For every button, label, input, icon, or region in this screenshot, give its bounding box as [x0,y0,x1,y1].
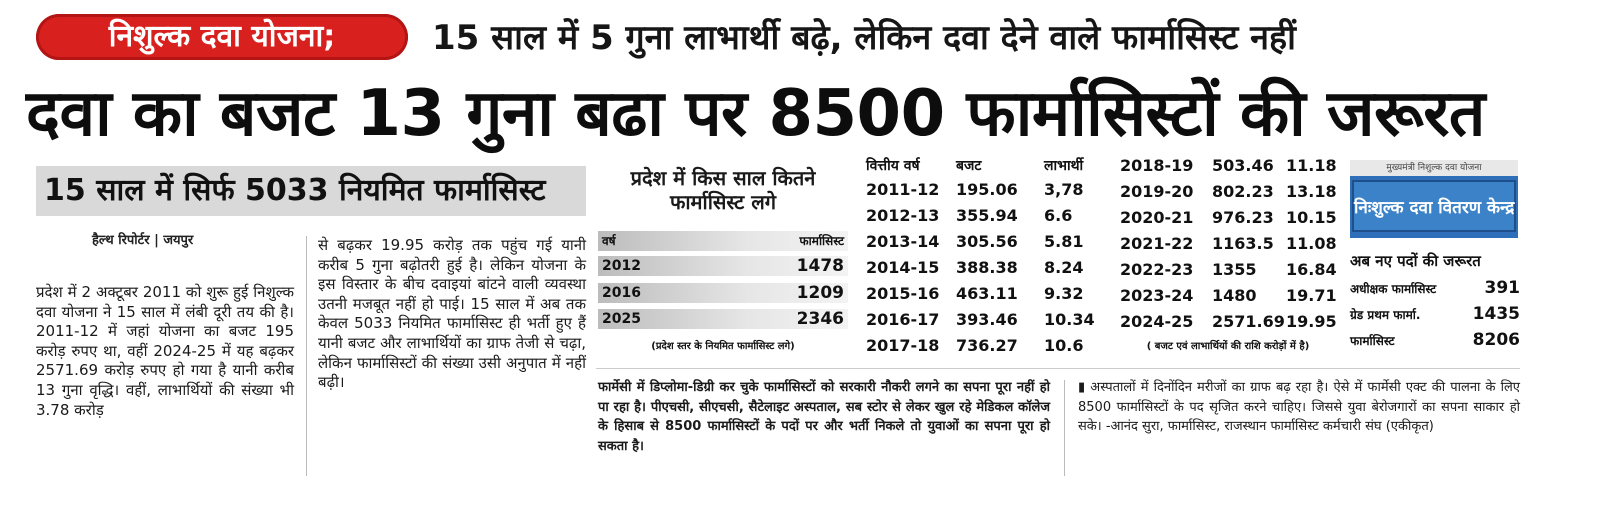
post-count: 391 [1484,278,1520,298]
pharmacist-table-title: प्रदेश में किस साल कितने फार्मासिस्ट लगे [630,166,816,214]
beneficiary-cell: 19.71 [1286,286,1337,305]
budget-value-cell: 1480 [1212,286,1257,305]
kicker-headline: 15 साल में 5 गुना लाभार्थी बढ़े, लेकिन दवा देने वाले फार्मासिस्ट नहीं [432,18,1296,58]
budget-year-cell: 2016-17 [866,310,940,329]
budget-value-cell: 503.46 [1212,156,1274,175]
pharmacist-table-header [598,228,848,254]
post-label: अधीक्षक फार्मासिस्ट [1350,282,1437,296]
budget-year-cell: 2011-12 [866,180,940,199]
budget-value-cell: 355.94 [956,206,1018,225]
budget-header-beneficiaries: लाभार्थी [1044,158,1084,174]
column-divider [306,236,307,476]
budget-year-cell: 2021-22 [1120,234,1194,253]
pharmacist-table-row [598,306,848,332]
main-headline: दवा का बजट 13 गुना बढा पर 8500 फार्मासिस्टों की जरूरत [26,77,1485,151]
budget-value-cell: 393.46 [956,310,1018,329]
budget-value-cell: 802.23 [1212,182,1274,201]
budget-value-cell: 736.27 [956,336,1018,355]
beneficiary-cell: 3,78 [1044,180,1084,199]
budget-value-cell: 305.56 [956,232,1018,251]
beneficiary-cell: 5.81 [1044,232,1084,251]
budget-value-cell: 195.06 [956,180,1018,199]
budget-header-year: वित्तीय वर्ष [866,158,920,174]
beneficiary-cell: 10.34 [1044,310,1095,329]
year-header: वर्ष [602,234,616,248]
beneficiary-cell: 8.24 [1044,258,1084,277]
budget-year-cell: 2013-14 [866,232,940,251]
budget-year-cell: 2018-19 [1120,156,1194,175]
budget-value-cell: 1355 [1212,260,1257,279]
pharmacist-table-row [598,253,848,279]
beneficiary-cell: 16.84 [1286,260,1337,279]
quote-divider [1064,380,1065,476]
photo-sign-text: निःशुल्क दवा वितरण केन्द्र [1352,180,1516,232]
post-label: ग्रेड प्रथम फार्मा. [1350,308,1421,322]
budget-year-cell: 2015-16 [866,284,940,303]
beneficiary-cell: 13.18 [1286,182,1337,201]
beneficiary-cell: 9.32 [1044,284,1084,303]
section-tag: निशुल्क दवा योजना; [36,14,408,60]
new-posts-row [1350,278,1520,302]
count-cell: 1209 [796,283,844,303]
budget-year-cell: 2022-23 [1120,260,1194,279]
article-column-2: से बढ़कर 19.95 करोड़ तक पहुंच गई यानी करीब 5 गुना बढ़ोतरी हुई है। लेकिन योजना के इस विस्तार के बीच दवाइयां बांटने वाली व्यवस्था उतनी मजबूत नहीं हो पाई। 15 साल में अब तक केवल 5033 नियमित फार्मासिस्ट ही भर्ती हुए हैं यानी बजट और लाभार्थियों का ग्राफ तेजी से चढ़ा, लेकिन फार्मासिस्टों की संख्या उसी अनुपात में नहीं बढ़ी। [318,236,586,392]
quote-2: ▮ अस्पतालों में दिनोंदिन मरीजों का ग्राफ बढ़ रहा है। ऐसे में फार्मेसी एक्ट की पालना के लिए 8500 फार्मासिस्टों के पद सृजित करने चाहिए। जिससे युवा बेरोजगारों का सपना साकार हो सके। -आनंद सुरा, फार्मासिस्ट, राजस्थान फार्मासिस्ट कर्मचारी संघ (एकीकृत) [1078,380,1520,434]
pharmacist-table-note: (प्रदेश स्तर के नियमित फार्मासिस्ट लगे) [651,341,795,352]
year-cell: 2016 [602,285,641,301]
photo-top-text: मुख्यमंत्री निशुल्क दवा योजना [1350,160,1518,176]
byline: हैल्थ रिपोर्टर | जयपुर [92,233,194,248]
budget-table-note: ( बजट एवं लाभार्थियों की राशि करोड़ों में है) [1146,341,1310,352]
year-cell: 2012 [602,258,641,274]
budget-value-cell: 1163.5 [1212,234,1274,253]
budget-year-cell: 2020-21 [1120,208,1194,227]
budget-value-cell: 976.23 [1212,208,1274,227]
new-posts-title: अब नए पदों की जरूरत [1350,252,1481,270]
budget-value-cell: 2571.69 [1212,312,1285,331]
beneficiary-cell: 11.08 [1286,234,1337,253]
beneficiary-cell: 10.6 [1044,336,1084,355]
budget-value-cell: 388.38 [956,258,1018,277]
beneficiary-cell: 19.95 [1286,312,1337,331]
count-cell: 1478 [796,256,844,276]
subhead: 15 साल में सिर्फ 5033 नियमित फार्मासिस्ट [44,173,546,208]
count-header: फार्मासिस्ट [799,234,844,248]
budget-year-cell: 2012-13 [866,206,940,225]
budget-value-cell: 463.11 [956,284,1018,303]
quote-1: फार्मेसी में डिप्लोमा-डिग्री कर चुके फार्मासिस्टों को सरकारी नौकरी लगने का सपना पूरा नहीं हो पा रहा है। पीएचसी, सीएचसी, सैटेलाइट अस्पताल, सब स्टोर से लेकर खुल रहे मेडिकल कॉलेज के हिसाब से 8500 फार्मासिस्टों के पदों पर और भर्ती निकले तो युवाओं का सपना पूरा हो सकता है। [598,380,1050,454]
new-posts-row [1350,330,1520,354]
budget-year-cell: 2017-18 [866,336,940,355]
budget-year-cell: 2023-24 [1120,286,1194,305]
section-divider [596,368,1520,369]
beneficiary-cell: 6.6 [1044,206,1073,225]
post-count: 1435 [1472,304,1520,324]
post-count: 8206 [1472,330,1520,350]
count-cell: 2346 [796,309,844,329]
budget-header-budget: बजट [956,158,982,174]
budget-year-cell: 2019-20 [1120,182,1194,201]
year-cell: 2025 [602,311,641,327]
budget-year-cell: 2014-15 [866,258,940,277]
budget-year-cell: 2024-25 [1120,312,1194,331]
post-label: फार्मासिस्ट [1350,334,1395,348]
pharmacist-table-row [598,280,848,306]
article-column-1: प्रदेश में 2 अक्टूबर 2011 को शुरू हुई निशुल्क दवा योजना ने 15 साल में लंबी दूरी तय की है। 2011-12 में जहां योजना का बजट 195 करोड़ रुपए था, वहीं 2024-25 में यह बढ़कर 2571.69 करोड़ रुपए हो गया है यानी करीब 13 गुना वृद्धि। वहीं, लाभार्थियों की संख्या भी 3.78 करोड़ [36,283,294,419]
beneficiary-cell: 10.15 [1286,208,1337,227]
beneficiary-cell: 11.18 [1286,156,1337,175]
new-posts-row [1350,304,1520,328]
